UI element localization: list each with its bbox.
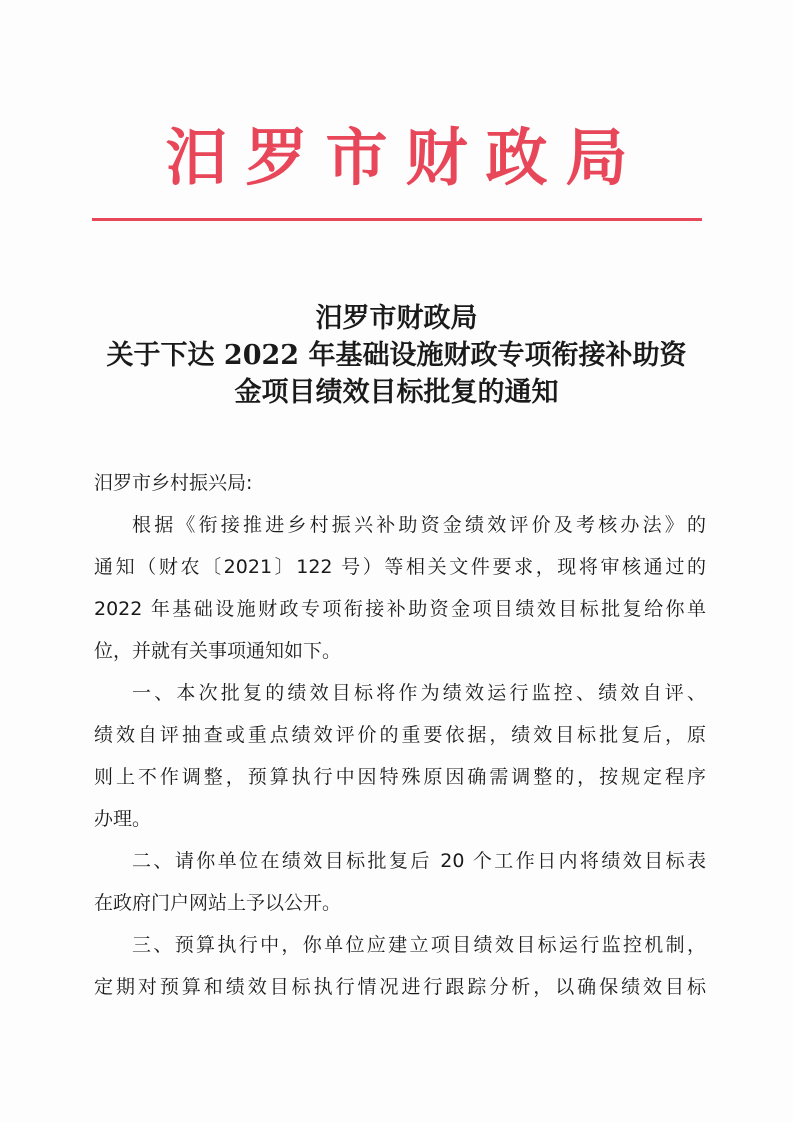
paragraph-4	[94, 930, 706, 1002]
addressee: 汨罗市乡村振兴局:	[94, 472, 253, 494]
paragraph-line: 2022 年基础设施财政专项衔接补助资金项目绩效目标批复给你单	[94, 598, 706, 620]
paragraph-line: 二、请你单位在绩效目标批复后 20 个工作日内将绩效目标表	[132, 850, 706, 872]
paragraph-1	[94, 510, 706, 666]
paragraph-line: 则上不作调整，预算执行中因特殊原因确需调整的，按规定程序	[94, 766, 706, 788]
title-line-2: 关于下达 2022 年基础设施财政专项衔接补助资	[106, 340, 687, 371]
document-body	[94, 468, 706, 1002]
paragraph-line: 通知（财农〔2021〕122 号）等相关文件要求，现将审核通过的	[94, 556, 706, 578]
document-title	[70, 300, 723, 411]
paragraph-2	[94, 678, 706, 834]
paragraph-line: 定期对预算和绩效目标执行情况进行跟踪分析，以确保绩效目标	[94, 976, 706, 998]
paragraph-line: 一、本次批复的绩效目标将作为绩效运行监控、绩效自评、	[132, 682, 706, 704]
paragraph-line: 在政府门户网站上予以公开。	[94, 892, 342, 914]
paragraph-line: 绩效自评抽查或重点绩效评价的重要依据，绩效目标批复后，原	[94, 724, 706, 746]
title-line-1: 汨罗市财政局	[315, 303, 478, 334]
letterhead-red-rule	[92, 218, 702, 221]
letterhead-title: 汨罗市财政局	[165, 121, 646, 194]
title-line-3: 金项目绩效目标批复的通知	[234, 377, 559, 408]
paragraph-line: 办理。	[94, 808, 152, 830]
paragraph-line: 三、预算执行中，你单位应建立项目绩效目标运行监控机制，	[132, 934, 706, 956]
paragraph-3	[94, 846, 706, 918]
paragraph-line: 位，并就有关事项通知如下。	[94, 640, 342, 662]
paragraph-line: 根据《衔接推进乡村振兴补助资金绩效评价及考核办法》的	[132, 514, 706, 536]
